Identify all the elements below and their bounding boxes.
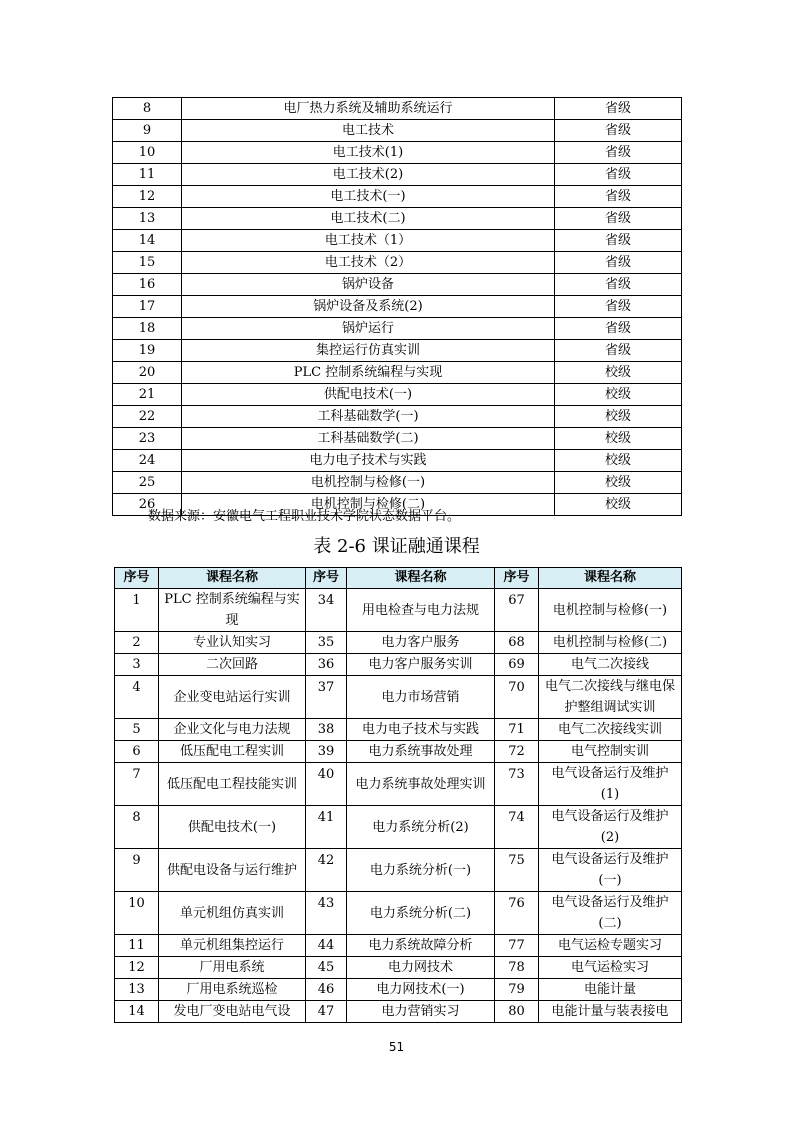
table-row	[115, 935, 682, 957]
row-number: 74	[495, 806, 539, 849]
row-number: 71	[495, 719, 539, 741]
row-number: 38	[306, 719, 347, 741]
course-name: 电力网技术(一)	[347, 979, 495, 1001]
row-number: 75	[495, 849, 539, 892]
course-level: 省级	[555, 208, 682, 230]
course-name: 电机控制与检修(一)	[539, 589, 682, 632]
row-number: 73	[495, 763, 539, 806]
course-name: 电工技术（1）	[182, 230, 555, 252]
course-level: 校级	[555, 472, 682, 494]
course-name: 电机控制与检修(一)	[182, 472, 555, 494]
row-number: 16	[113, 274, 182, 296]
row-number: 39	[306, 741, 347, 763]
table-row	[115, 979, 682, 1001]
course-name: 电气设备运行及维护(1)	[539, 763, 682, 806]
row-number: 12	[115, 957, 159, 979]
certificate-course-table	[114, 567, 682, 1023]
row-number: 23	[113, 428, 182, 450]
row-number: 42	[306, 849, 347, 892]
certificate-course-table-body	[115, 589, 682, 1023]
row-number: 9	[113, 120, 182, 142]
table-row	[113, 450, 682, 472]
row-number: 78	[495, 957, 539, 979]
course-name: 锅炉设备及系统(2)	[182, 296, 555, 318]
course-level: 省级	[555, 274, 682, 296]
header-course-name-3: 课程名称	[539, 568, 682, 589]
course-name: 专业认知实习	[159, 632, 306, 654]
course-name: 电能计量	[539, 979, 682, 1001]
row-number: 43	[306, 892, 347, 935]
row-number: 44	[306, 935, 347, 957]
table-row	[115, 632, 682, 654]
header-no-1: 序号	[115, 568, 159, 589]
course-name: 厂用电系统巡检	[159, 979, 306, 1001]
row-number: 21	[113, 384, 182, 406]
table-title: 表 2-6 课证融通课程	[313, 536, 480, 557]
course-level: 省级	[555, 186, 682, 208]
course-level: 校级	[555, 428, 682, 450]
table-row	[113, 362, 682, 384]
row-number: 68	[495, 632, 539, 654]
course-name: 电力系统事故处理实训	[347, 763, 495, 806]
row-number: 7	[115, 763, 159, 806]
table-row	[115, 676, 682, 719]
course-name: 电机控制与检修(二)	[539, 632, 682, 654]
table-row	[113, 296, 682, 318]
row-number: 24	[113, 450, 182, 472]
header-no-3: 序号	[495, 568, 539, 589]
course-name: 锅炉设备	[182, 274, 555, 296]
row-number: 15	[113, 252, 182, 274]
row-number: 35	[306, 632, 347, 654]
table-row	[113, 472, 682, 494]
course-name: 电工技术(二)	[182, 208, 555, 230]
row-number: 14	[115, 1001, 159, 1023]
course-level: 校级	[555, 362, 682, 384]
page-number: 51	[388, 1040, 405, 1054]
row-number: 69	[495, 654, 539, 676]
row-number: 8	[115, 806, 159, 849]
table-header-row	[115, 568, 682, 589]
course-level: 校级	[555, 384, 682, 406]
course-level: 省级	[555, 98, 682, 120]
course-level: 校级	[555, 406, 682, 428]
course-name: 集控运行仿真实训	[182, 340, 555, 362]
row-number: 18	[113, 318, 182, 340]
course-name: 电机控制与检修(二)	[182, 494, 555, 516]
course-name: 工科基础数学(一)	[182, 406, 555, 428]
table-row	[115, 849, 682, 892]
course-level: 省级	[555, 142, 682, 164]
table-row	[113, 142, 682, 164]
table-row	[115, 763, 682, 806]
row-number: 67	[495, 589, 539, 632]
table-row	[113, 186, 682, 208]
course-name: PLC 控制系统编程与实现	[182, 362, 555, 384]
table-row	[113, 230, 682, 252]
course-name: 供配电技术(一)	[182, 384, 555, 406]
course-level: 省级	[555, 340, 682, 362]
course-level: 省级	[555, 252, 682, 274]
row-number: 79	[495, 979, 539, 1001]
course-name: 电气设备运行及维护(一)	[539, 849, 682, 892]
row-number: 76	[495, 892, 539, 935]
row-number: 10	[113, 142, 182, 164]
table-row	[113, 98, 682, 120]
course-name: 电力系统事故处理	[347, 741, 495, 763]
row-number: 37	[306, 676, 347, 719]
course-name: 电气二次接线与继电保护整组调试实训	[539, 676, 682, 719]
course-level: 校级	[555, 450, 682, 472]
table-row	[115, 589, 682, 632]
course-name: 低压配电工程技能实训	[159, 763, 306, 806]
course-name: 电力电子技术与实践	[347, 719, 495, 741]
header-no-2: 序号	[306, 568, 347, 589]
course-name: 电气设备运行及维护(二)	[539, 892, 682, 935]
data-source-note: 数据来源：安徽电气工程职业技术学院状态数据平台。	[148, 509, 461, 524]
course-name: 企业变电站运行实训	[159, 676, 306, 719]
row-number: 20	[113, 362, 182, 384]
course-level: 省级	[555, 318, 682, 340]
row-number: 40	[306, 763, 347, 806]
course-name: 供配电设备与运行维护	[159, 849, 306, 892]
table-row	[113, 208, 682, 230]
course-name: 电力客户服务	[347, 632, 495, 654]
course-name: 电力市场营销	[347, 676, 495, 719]
course-name: 低压配电工程实训	[159, 741, 306, 763]
row-number: 3	[115, 654, 159, 676]
course-name: 电气运检实习	[539, 957, 682, 979]
course-name: 电气控制实训	[539, 741, 682, 763]
row-number: 5	[115, 719, 159, 741]
table-row	[115, 741, 682, 763]
row-number: 26	[113, 494, 182, 516]
course-name: 锅炉运行	[182, 318, 555, 340]
table-row	[113, 428, 682, 450]
course-name: 企业文化与电力法规	[159, 719, 306, 741]
row-number: 70	[495, 676, 539, 719]
course-name: 电力系统分析(一)	[347, 849, 495, 892]
row-number: 22	[113, 406, 182, 428]
course-name: 电力营销实习	[347, 1001, 495, 1023]
course-name: 单元机组集控运行	[159, 935, 306, 957]
course-level: 省级	[555, 164, 682, 186]
course-name: 电气二次接线实训	[539, 719, 682, 741]
course-name: 电厂热力系统及辅助系统运行	[182, 98, 555, 120]
table-row	[115, 957, 682, 979]
course-name: 用电检查与电力法规	[347, 589, 495, 632]
row-number: 12	[113, 186, 182, 208]
row-number: 77	[495, 935, 539, 957]
course-name: 电工技术(1)	[182, 142, 555, 164]
course-level: 省级	[555, 120, 682, 142]
row-number: 25	[113, 472, 182, 494]
table-row	[113, 318, 682, 340]
row-number: 45	[306, 957, 347, 979]
course-name: 电力电子技术与实践	[182, 450, 555, 472]
course-name: 电力系统故障分析	[347, 935, 495, 957]
row-number: 2	[115, 632, 159, 654]
course-name: 发电厂变电站电气设	[159, 1001, 306, 1023]
header-course-name-1: 课程名称	[159, 568, 306, 589]
course-name: 电工技术（2）	[182, 252, 555, 274]
table-row	[115, 892, 682, 935]
table-row	[113, 120, 682, 142]
row-number: 8	[113, 98, 182, 120]
course-name: PLC 控制系统编程与实现	[159, 589, 306, 632]
course-level-table-body	[113, 98, 682, 516]
course-name: 供配电技术(一)	[159, 806, 306, 849]
row-number: 6	[115, 741, 159, 763]
row-number: 72	[495, 741, 539, 763]
table-row	[115, 806, 682, 849]
row-number: 19	[113, 340, 182, 362]
table-row	[113, 274, 682, 296]
row-number: 46	[306, 979, 347, 1001]
course-name: 二次回路	[159, 654, 306, 676]
table-row	[113, 340, 682, 362]
row-number: 10	[115, 892, 159, 935]
row-number: 9	[115, 849, 159, 892]
row-number: 1	[115, 589, 159, 632]
course-name: 电工技术	[182, 120, 555, 142]
course-level: 省级	[555, 230, 682, 252]
row-number: 14	[113, 230, 182, 252]
course-name: 电工技术(一)	[182, 186, 555, 208]
course-level-table	[112, 97, 682, 516]
course-name: 电气设备运行及维护(2)	[539, 806, 682, 849]
table-row	[113, 164, 682, 186]
row-number: 11	[115, 935, 159, 957]
table-row	[115, 719, 682, 741]
table-row	[113, 406, 682, 428]
row-number: 47	[306, 1001, 347, 1023]
table-row	[113, 384, 682, 406]
row-number: 13	[115, 979, 159, 1001]
course-name: 电能计量与装表接电	[539, 1001, 682, 1023]
course-name: 厂用电系统	[159, 957, 306, 979]
course-name: 工科基础数学(二)	[182, 428, 555, 450]
course-name: 电气二次接线	[539, 654, 682, 676]
course-level: 校级	[555, 494, 682, 516]
row-number: 36	[306, 654, 347, 676]
course-name: 电力客户服务实训	[347, 654, 495, 676]
course-name: 电力系统分析(2)	[347, 806, 495, 849]
table-row	[115, 654, 682, 676]
table-row	[113, 252, 682, 274]
course-name: 电气运检专题实习	[539, 935, 682, 957]
course-name: 电力系统分析(二)	[347, 892, 495, 935]
header-course-name-2: 课程名称	[347, 568, 495, 589]
row-number: 17	[113, 296, 182, 318]
row-number: 11	[113, 164, 182, 186]
course-name: 电力网技术	[347, 957, 495, 979]
row-number: 80	[495, 1001, 539, 1023]
row-number: 13	[113, 208, 182, 230]
row-number: 34	[306, 589, 347, 632]
row-number: 4	[115, 676, 159, 719]
course-level: 省级	[555, 296, 682, 318]
table-row	[115, 1001, 682, 1023]
row-number: 41	[306, 806, 347, 849]
course-name: 电工技术(2)	[182, 164, 555, 186]
course-name: 单元机组仿真实训	[159, 892, 306, 935]
